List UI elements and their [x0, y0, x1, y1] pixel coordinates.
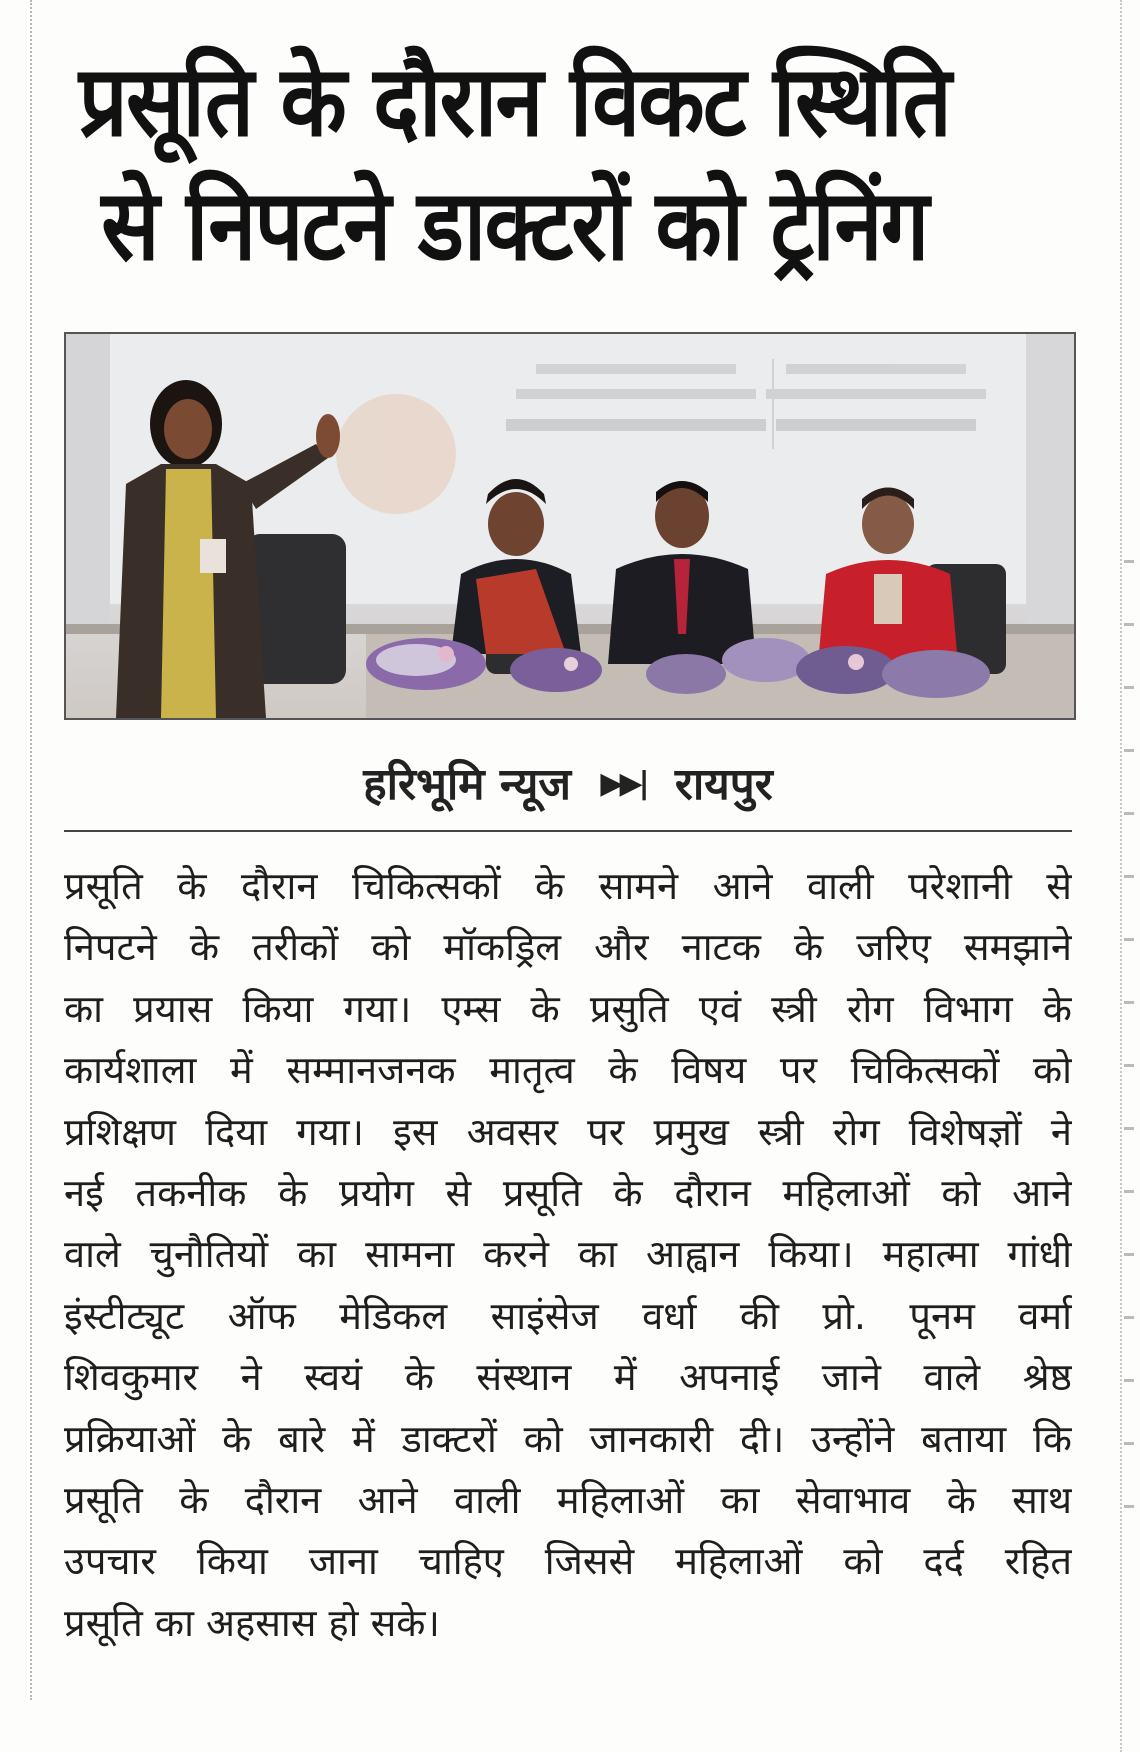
dateline-rule	[64, 830, 1072, 832]
workshop-photo-illustration	[66, 334, 1074, 718]
headline	[70, 40, 959, 288]
body-line: कार्यशाला में सम्मानजनक मातृत्व के विषय पर चिकित्सकों को	[64, 1048, 1072, 1093]
dateline-separator-icon: ▶▶|	[600, 766, 646, 801]
column-edge-marks	[1124, 560, 1134, 1568]
wall-left	[66, 334, 110, 634]
news-source: हरिभूमि न्यूज	[363, 759, 572, 810]
article-body	[64, 856, 1072, 1654]
column-divider-left	[30, 0, 32, 1700]
body-line: प्रसूति के दौरान चिकित्सकों के सामने आने वाली परेशानी से	[64, 864, 1072, 908]
body-line: प्रसूति का अहसास हो सके।	[64, 1600, 440, 1645]
body-line: प्रसूति के दौरान आने वाली महिलाओं का सेवाभाव के साथ	[64, 1477, 1072, 1522]
body-line: वाले चुनौतियों का सामना करने का आह्वान किया। महात्मा गांधी	[64, 1232, 1072, 1277]
body-line: निपटने के तरीकों को मॉकड्रिल और नाटक के जरिए समझाने	[64, 925, 1072, 970]
body-line: शिवकुमार ने स्वयं के संस्थान में अपनाई जाने वाले श्रेष्ठ	[64, 1355, 1072, 1400]
dateline	[64, 752, 1072, 812]
dateline-city: रायपुर	[674, 759, 773, 810]
body-line: का प्रयास किया गया। एम्स के प्रसुति एवं स्त्री रोग विभाग के	[64, 986, 1072, 1031]
wall-right	[1026, 334, 1074, 634]
body-line: प्रशिक्षण दिया गया। इस अवसर पर प्रमुख स्त्री रोग विशेषज्ञों ने	[64, 1109, 1072, 1154]
article-photo	[64, 332, 1076, 720]
body-line: नई तकनीक के प्रयोग से प्रसूति के दौरान महिलाओं को आने	[64, 1170, 1072, 1215]
body-line: प्रक्रियाओं के बारे में डाक्टरों को जानकारी दी। उन्होंने बताया कि	[64, 1416, 1072, 1461]
column-divider-right	[1120, 0, 1122, 1752]
headline-line-2: से निपटने डाक्टरों को ट्रेनिंग	[101, 169, 928, 283]
headline-line-1: प्रसूति के दौरान विकट स्थिति	[78, 45, 951, 159]
body-line: उपचार किया जाना चाहिए जिससे महिलाओं को दर्द रहित	[64, 1539, 1072, 1584]
body-line: इंस्टीट्यूट ऑफ मेडिकल साइंसेज वर्धा की प्रो. पूनम वर्मा	[64, 1293, 1072, 1338]
